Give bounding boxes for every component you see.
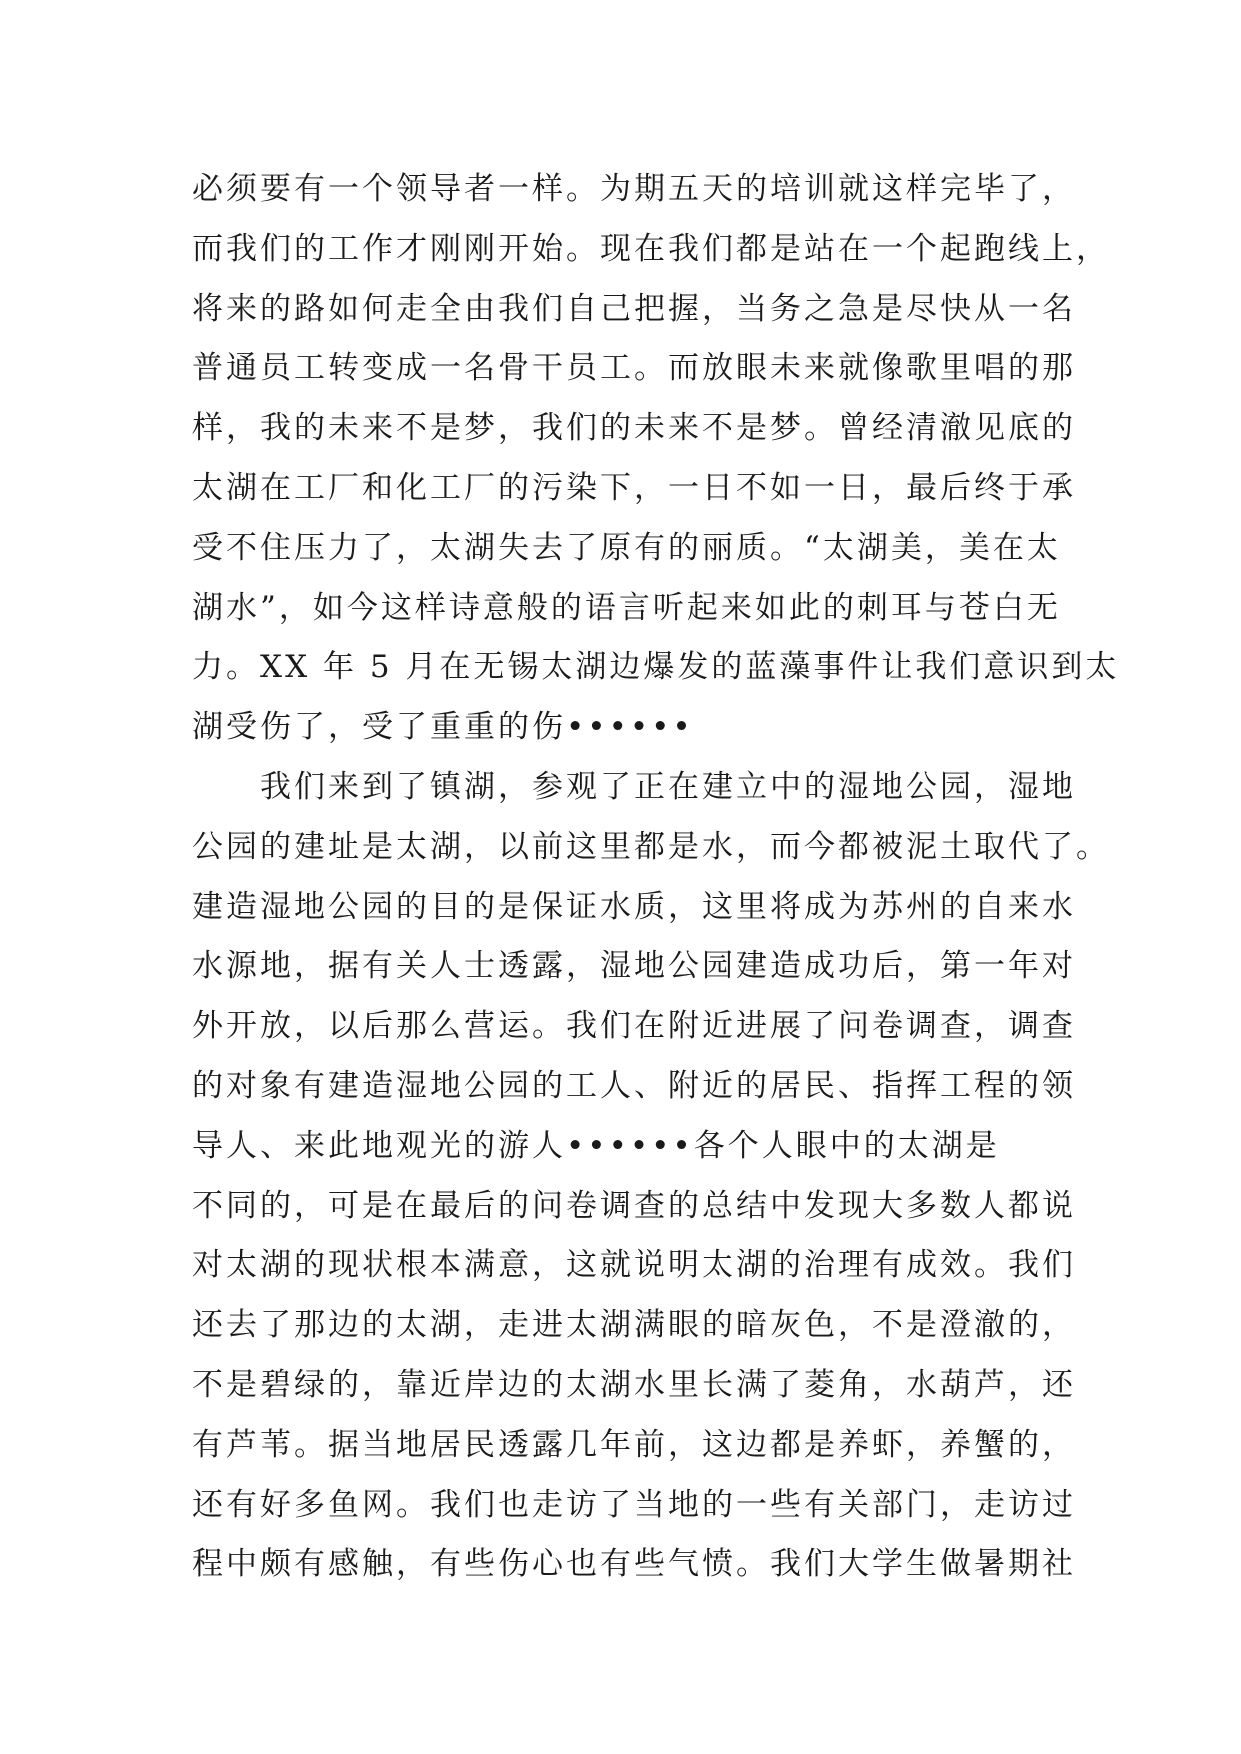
text-line: 外开放，以后那么营运。我们在附近进展了问卷调查，调查 <box>192 1008 1076 1045</box>
body-text <box>192 160 1120 1595</box>
text-line: 普通员工转变成一名骨干员工。而放眼未来就像歌里唱的那 <box>192 350 1076 387</box>
text-line: 对太湖的现状根本满意，这就说明太湖的治理有成效。我们 <box>192 1247 1076 1284</box>
text-line: 必须要有一个领导者一样。为期五天的培训就这样完毕了， <box>192 171 1076 207</box>
text-line: 湖受伤了，受了重重的伤•••••• <box>192 709 694 746</box>
text-line: 样，我的未来不是梦，我们的未来不是梦。曾经清澈见底的 <box>192 410 1076 447</box>
text-line: 程中颇有感触，有些伤心也有些气愤。我们大学生做暑期社 <box>192 1546 1076 1583</box>
text-line: 还有好多鱼网。我们也走访了当地的一些有关部门，走访过 <box>192 1486 1076 1523</box>
text-line: 受不住压力了，太湖失去了原有的丽质。“太湖美，美在太 <box>192 529 1061 566</box>
text-line: 还去了那边的太湖，走进太湖满眼的暗灰色，不是澄澈的， <box>192 1307 1076 1344</box>
text-line: 将来的路如何走全由我们自己把握，当务之急是尽快从一名 <box>192 290 1076 327</box>
text-line: 水源地，据有关人士透露，湿地公园建造成功后，第一年对 <box>192 948 1076 985</box>
text-line: 而我们的工作才刚刚开始。现在我们都是站在一个起跑线上， <box>192 230 1110 267</box>
text-line: 公园的建址是太湖，以前这里都是水，而今都被泥土取代了。 <box>192 828 1110 865</box>
text-line: 导人、来此地观光的游人••••••各个人眼中的太湖是 <box>192 1127 1000 1164</box>
text-line: 有芦苇。据当地居民透露几年前，这边都是养虾，养蟹的， <box>192 1426 1076 1463</box>
text-line: 不是碧绿的，靠近岸边的太湖水里长满了菱角，水葫芦，还 <box>192 1366 1076 1403</box>
text-line: 力。XX 年 5 月在无锡太湖边爆发的蓝藻事件让我们意识到太 <box>192 649 1120 686</box>
text-line: 不同的，可是在最后的问卷调查的总结中发现大多数人都说 <box>192 1187 1076 1224</box>
text-line: 的对象有建造湿地公园的工人、附近的居民、指挥工程的领 <box>192 1067 1076 1104</box>
text-line: 建造湿地公园的目的是保证水质，这里将成为苏州的自来水 <box>192 888 1076 925</box>
text-line: 太湖在工厂和化工厂的污染下，一日不如一日，最后终于承 <box>192 469 1076 506</box>
text-line: 湖水”，如今这样诗意般的语言听起来如此的刺耳与苍白无 <box>192 589 1061 626</box>
paragraph-start-line: 我们来到了镇湖，参观了正在建立中的湿地公园，湿地 <box>192 768 1076 805</box>
